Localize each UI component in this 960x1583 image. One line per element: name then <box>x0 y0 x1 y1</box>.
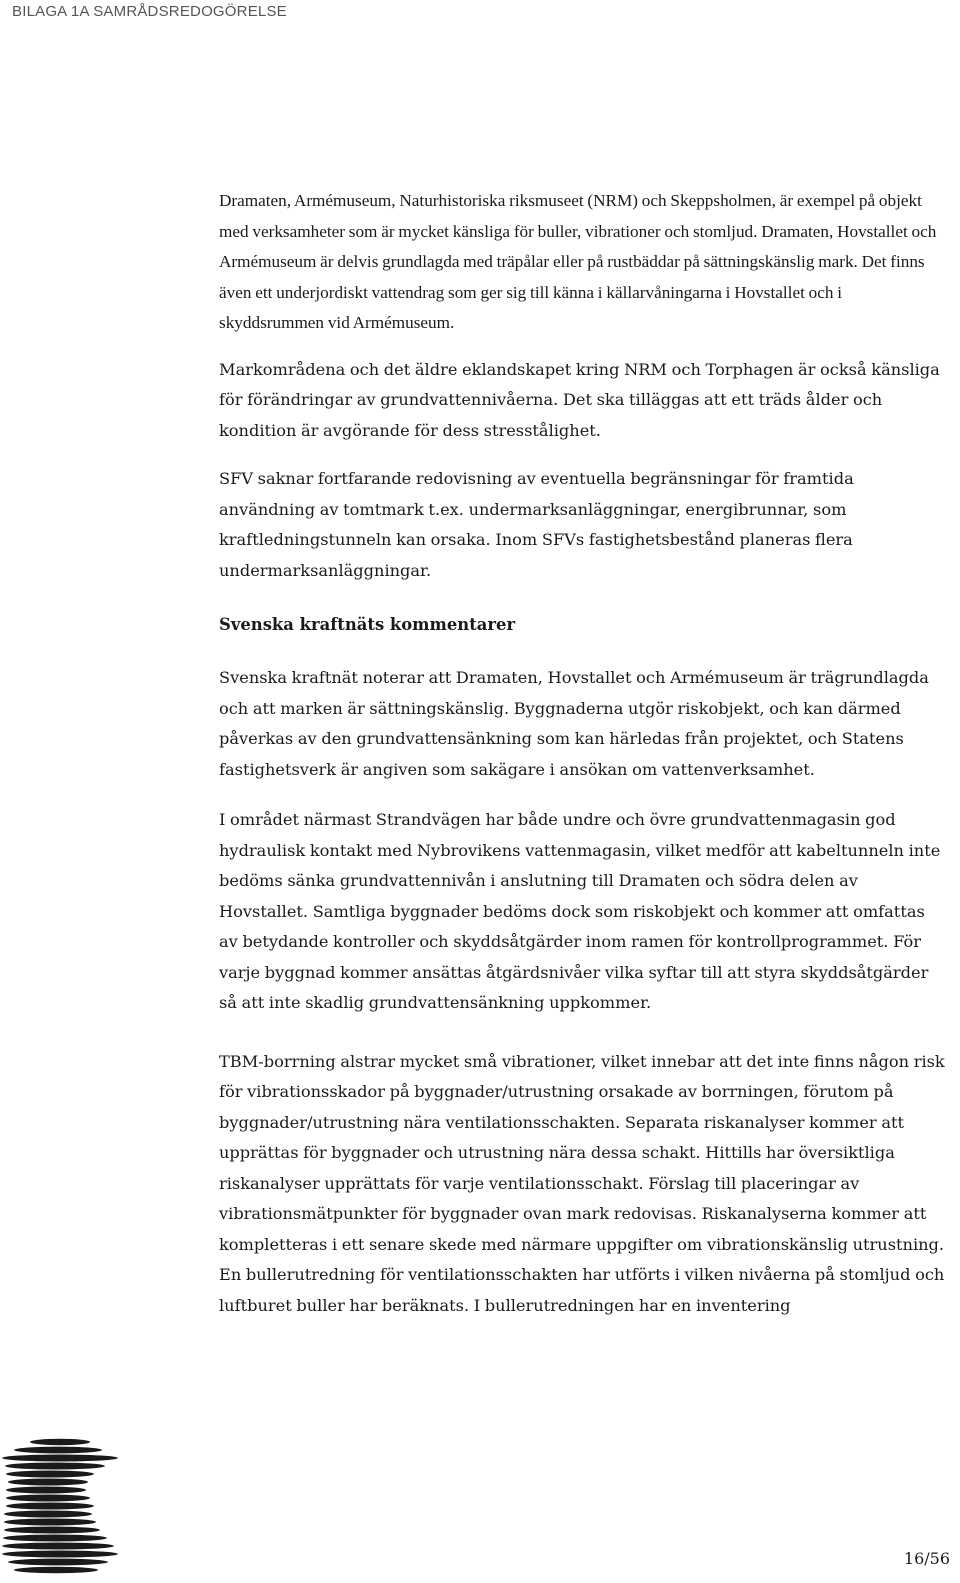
comment-paragraph-strandvagen: I området närmast Strandvägen har både undre och övre grundvattenmagasin god hydraulisk kontakt med Nybrovikens vattenmagasin, vilket medför att kabeltunneln inte bedöms sänka grundvattennivån i anslutning till Dramaten och södra delen av Hovstallet. Samtliga byggnader bedöms dock som riskobjekt och kommer att omfattas av betydande kontroller och skyddsåtgärder inom ramen för kontrollprogrammet. För varje byggnad kommer ansättas åtgärdsnivåer vilka syftar till att styra skyddsåtgärder så att inte skadlig grundvattensänkning uppkommer. <box>219 810 941 1012</box>
document-body <box>219 186 945 1321</box>
paragraph-objects: Dramaten, Armémuseum, Naturhistoriska riksmuseet (NRM) och Skeppsholmen, är exempel på objekt med verksamheter som är mycket känsliga för buller, vibrationer och stomljud. Dramaten, Hovstallet och Armémuseum är delvis grundlagda med träpålar eller på rustbäddar på sättningskänslig mark. Det finns även ett underjordiskt vattendrag som ger sig till känna i källarvåningarna i Hovstallet och i skyddsrummen vid Armémuseum. <box>219 191 937 332</box>
comment-paragraph-foundations: Svenska kraftnät noterar att Dramaten, Hovstallet och Armémuseum är trägrundlagda och att marken är sättningskänslig. Byggnaderna utgör riskobjekt, och kan därmed påverkas av den grundvattensänkning som kan härledas från projektet, och Statens fastighetsverk är angiven som sakägare i ansökan om vattenverksamhet. <box>219 668 929 779</box>
paragraph-land-use: SFV saknar fortfarande redovisning av eventuella begränsningar för framtida användning av tomtmark t.ex. undermarksanläggningar, energibrunnar, som kraftledningstunneln kan orsaka. Inom SFVs fastighetsbestånd planeras flera undermarksanläggningar. <box>219 469 854 580</box>
section-heading: Svenska kraftnäts kommentarer <box>219 615 516 634</box>
paragraph-groundwater: Markområdena och det äldre eklandskapet kring NRM och Torphagen är också känsliga för förändringar av grundvattennivåerna. Det ska tilläggas att ett träds ålder och kondition är avgörande för dess stresstålighet. <box>219 359 940 440</box>
organisation-logo-icon <box>0 1436 130 1576</box>
page-number: 16/56 <box>903 1549 950 1568</box>
comment-paragraph-tbm: TBM-borrning alstrar mycket små vibrationer, vilket innebar att det inte finns någon risk för vibrationsskador på byggnader/utrustning orsakade av borrningen, förutom på byggnader/utrustning nära ventilationsschakten. Separata riskanalyser kommer att upprättas för byggnader och utrustning nära dessa schakt. Hittills har översiktliga riskanalyser upprättats för varje ventilationsschakt. Förslag till placeringar av vibrationsmätpunkter för byggnader ovan mark redovisas. Riskanalyserna kommer att kompletteras i ett senare skede med närmare uppgifter om vibrationskänslig utrustning. En bullerutredning för ventilationsschakten har utförts i vilken nivåerna på stomljud och luftburet buller har beräknats. I bullerutredningen har en inventering <box>219 1051 945 1315</box>
page-header <box>0 0 960 48</box>
document-title: BILAGA 1A SAMRÅDSREDOGÖRELSE <box>12 3 287 20</box>
